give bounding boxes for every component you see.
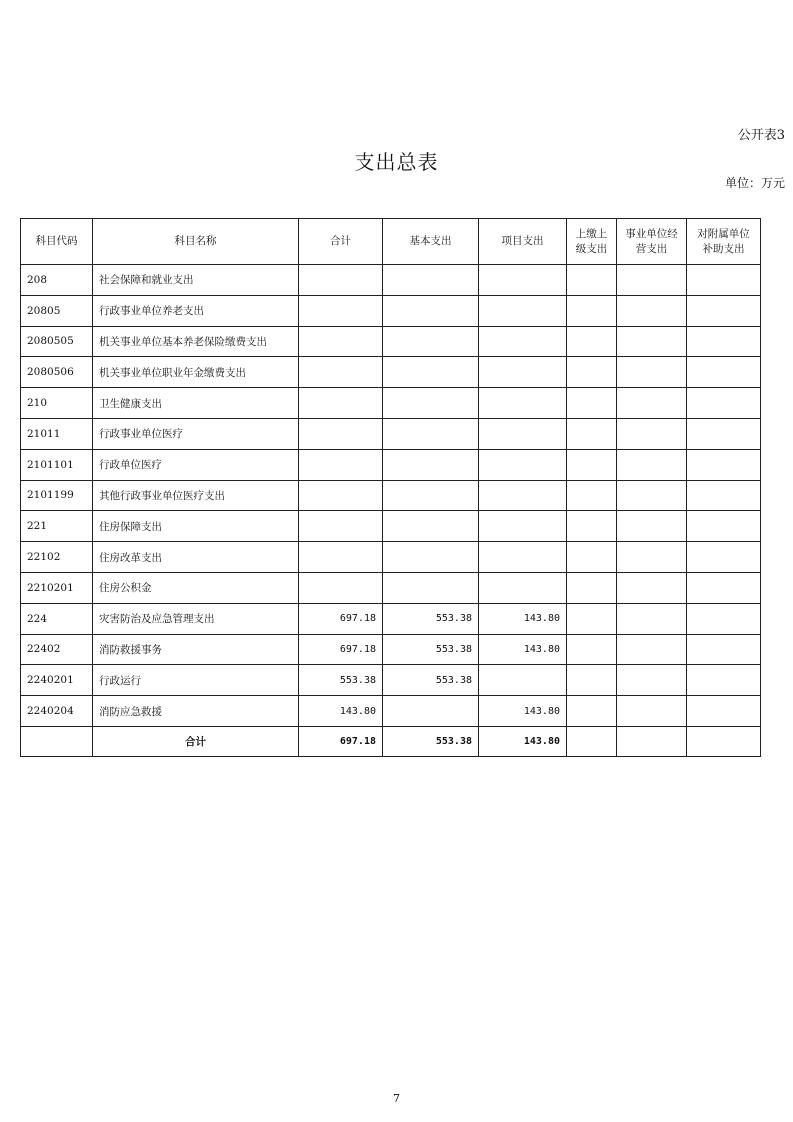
cell-total [299, 388, 383, 419]
total-remit [567, 726, 617, 756]
cell-remit [567, 542, 617, 573]
cell-subsidy [687, 634, 761, 665]
cell-business [617, 326, 687, 357]
cell-total [299, 265, 383, 296]
table-row [21, 603, 761, 634]
cell-project [479, 295, 567, 326]
cell-name: 机关事业单位基本养老保险缴费支出 [93, 326, 299, 357]
total-row [21, 726, 761, 756]
table-row [21, 418, 761, 449]
cell-code: 2101101 [21, 449, 93, 480]
cell-business [617, 449, 687, 480]
total-label: 合计 [93, 726, 299, 756]
cell-name: 消防应急救援 [93, 696, 299, 727]
cell-code: 2210201 [21, 572, 93, 603]
cell-name: 消防救援事务 [93, 634, 299, 665]
cell-basic: 553.38 [383, 603, 479, 634]
cell-basic [383, 357, 479, 388]
table-row [21, 511, 761, 542]
header-subsidy: 对附属单位补助支出 [687, 219, 761, 265]
cell-subsidy [687, 418, 761, 449]
cell-basic [383, 449, 479, 480]
cell-total [299, 295, 383, 326]
table-row [21, 542, 761, 573]
cell-remit [567, 388, 617, 419]
cell-code: 208 [21, 265, 93, 296]
cell-basic [383, 265, 479, 296]
table-row [21, 357, 761, 388]
cell-total [299, 572, 383, 603]
cell-subsidy [687, 295, 761, 326]
cell-project [479, 449, 567, 480]
table-row [21, 665, 761, 696]
cell-business [617, 388, 687, 419]
cell-total: 143.80 [299, 696, 383, 727]
table-row [21, 572, 761, 603]
cell-total [299, 511, 383, 542]
cell-code: 2101199 [21, 480, 93, 511]
cell-business [617, 696, 687, 727]
cell-code: 22102 [21, 542, 93, 573]
cell-name: 行政事业单位医疗 [93, 418, 299, 449]
cell-subsidy [687, 572, 761, 603]
cell-total [299, 357, 383, 388]
cell-code: 210 [21, 388, 93, 419]
cell-business [617, 295, 687, 326]
cell-business [617, 603, 687, 634]
cell-business [617, 572, 687, 603]
cell-basic: 553.38 [383, 665, 479, 696]
cell-project [479, 357, 567, 388]
cell-subsidy [687, 696, 761, 727]
cell-basic [383, 326, 479, 357]
cell-business [617, 418, 687, 449]
cell-project: 143.80 [479, 603, 567, 634]
header-remit: 上缴上级支出 [567, 219, 617, 265]
cell-project [479, 511, 567, 542]
cell-basic [383, 388, 479, 419]
cell-name: 住房公积金 [93, 572, 299, 603]
cell-subsidy [687, 665, 761, 696]
cell-basic [383, 696, 479, 727]
cell-remit [567, 449, 617, 480]
cell-business [617, 665, 687, 696]
cell-project [479, 388, 567, 419]
cell-subsidy [687, 542, 761, 573]
cell-subsidy [687, 449, 761, 480]
cell-subsidy [687, 265, 761, 296]
cell-business [617, 480, 687, 511]
cell-subsidy [687, 388, 761, 419]
cell-remit [567, 511, 617, 542]
cell-subsidy [687, 511, 761, 542]
cell-subsidy [687, 603, 761, 634]
cell-name: 灾害防治及应急管理支出 [93, 603, 299, 634]
header-project: 项目支出 [479, 219, 567, 265]
header-total: 合计 [299, 219, 383, 265]
cell-total: 553.38 [299, 665, 383, 696]
cell-subsidy [687, 326, 761, 357]
cell-code: 2240204 [21, 696, 93, 727]
cell-remit [567, 326, 617, 357]
cell-basic [383, 542, 479, 573]
cell-code: 2080506 [21, 357, 93, 388]
cell-total [299, 480, 383, 511]
cell-project [479, 418, 567, 449]
cell-remit [567, 665, 617, 696]
header-code: 科目代码 [21, 219, 93, 265]
cell-name: 社会保障和就业支出 [93, 265, 299, 296]
table-row [21, 449, 761, 480]
cell-total: 697.18 [299, 634, 383, 665]
cell-business [617, 634, 687, 665]
total-total: 697.18 [299, 726, 383, 756]
table-row [21, 326, 761, 357]
cell-basic [383, 480, 479, 511]
header-row [21, 219, 761, 265]
cell-total [299, 326, 383, 357]
cell-basic: 553.38 [383, 634, 479, 665]
total-code-cell [21, 726, 93, 756]
cell-code: 221 [21, 511, 93, 542]
cell-project [479, 265, 567, 296]
cell-basic [383, 295, 479, 326]
cell-code: 2240201 [21, 665, 93, 696]
cell-remit [567, 418, 617, 449]
cell-business [617, 511, 687, 542]
cell-total [299, 418, 383, 449]
cell-project [479, 572, 567, 603]
cell-project [479, 326, 567, 357]
table-row [21, 265, 761, 296]
cell-subsidy [687, 480, 761, 511]
total-business [617, 726, 687, 756]
cell-remit [567, 295, 617, 326]
total-project: 143.80 [479, 726, 567, 756]
cell-total [299, 542, 383, 573]
cell-name: 行政运行 [93, 665, 299, 696]
cell-business [617, 265, 687, 296]
cell-total [299, 449, 383, 480]
cell-business [617, 542, 687, 573]
expenditure-table [20, 218, 761, 757]
cell-remit [567, 634, 617, 665]
cell-name: 机关事业单位职业年金缴费支出 [93, 357, 299, 388]
table-row [21, 480, 761, 511]
page-number: 7 [393, 1092, 400, 1105]
cell-code: 224 [21, 603, 93, 634]
cell-basic [383, 511, 479, 542]
header-business: 事业单位经营支出 [617, 219, 687, 265]
table-row [21, 634, 761, 665]
cell-name: 行政单位医疗 [93, 449, 299, 480]
cell-total: 697.18 [299, 603, 383, 634]
cell-project: 143.80 [479, 696, 567, 727]
cell-remit [567, 572, 617, 603]
cell-code: 20805 [21, 295, 93, 326]
cell-name: 卫生健康支出 [93, 388, 299, 419]
cell-name: 住房改革支出 [93, 542, 299, 573]
cell-project: 143.80 [479, 634, 567, 665]
cell-remit [567, 265, 617, 296]
header-name: 科目名称 [93, 219, 299, 265]
cell-remit [567, 696, 617, 727]
total-subsidy [687, 726, 761, 756]
cell-basic [383, 572, 479, 603]
cell-name: 行政事业单位养老支出 [93, 295, 299, 326]
table-tag: 公开表3 [737, 128, 785, 143]
table-row [21, 295, 761, 326]
cell-code: 2080505 [21, 326, 93, 357]
cell-project [479, 665, 567, 696]
cell-remit [567, 603, 617, 634]
cell-subsidy [687, 357, 761, 388]
total-basic: 553.38 [383, 726, 479, 756]
table-row [21, 388, 761, 419]
table-row [21, 696, 761, 727]
cell-remit [567, 480, 617, 511]
cell-code: 21011 [21, 418, 93, 449]
cell-code: 22402 [21, 634, 93, 665]
header-basic: 基本支出 [383, 219, 479, 265]
cell-remit [567, 357, 617, 388]
cell-business [617, 357, 687, 388]
cell-name: 住房保障支出 [93, 511, 299, 542]
page-title: 支出总表 [354, 150, 439, 174]
cell-basic [383, 418, 479, 449]
cell-project [479, 542, 567, 573]
unit-label: 单位：万元 [724, 176, 785, 190]
cell-project [479, 480, 567, 511]
cell-name: 其他行政事业单位医疗支出 [93, 480, 299, 511]
